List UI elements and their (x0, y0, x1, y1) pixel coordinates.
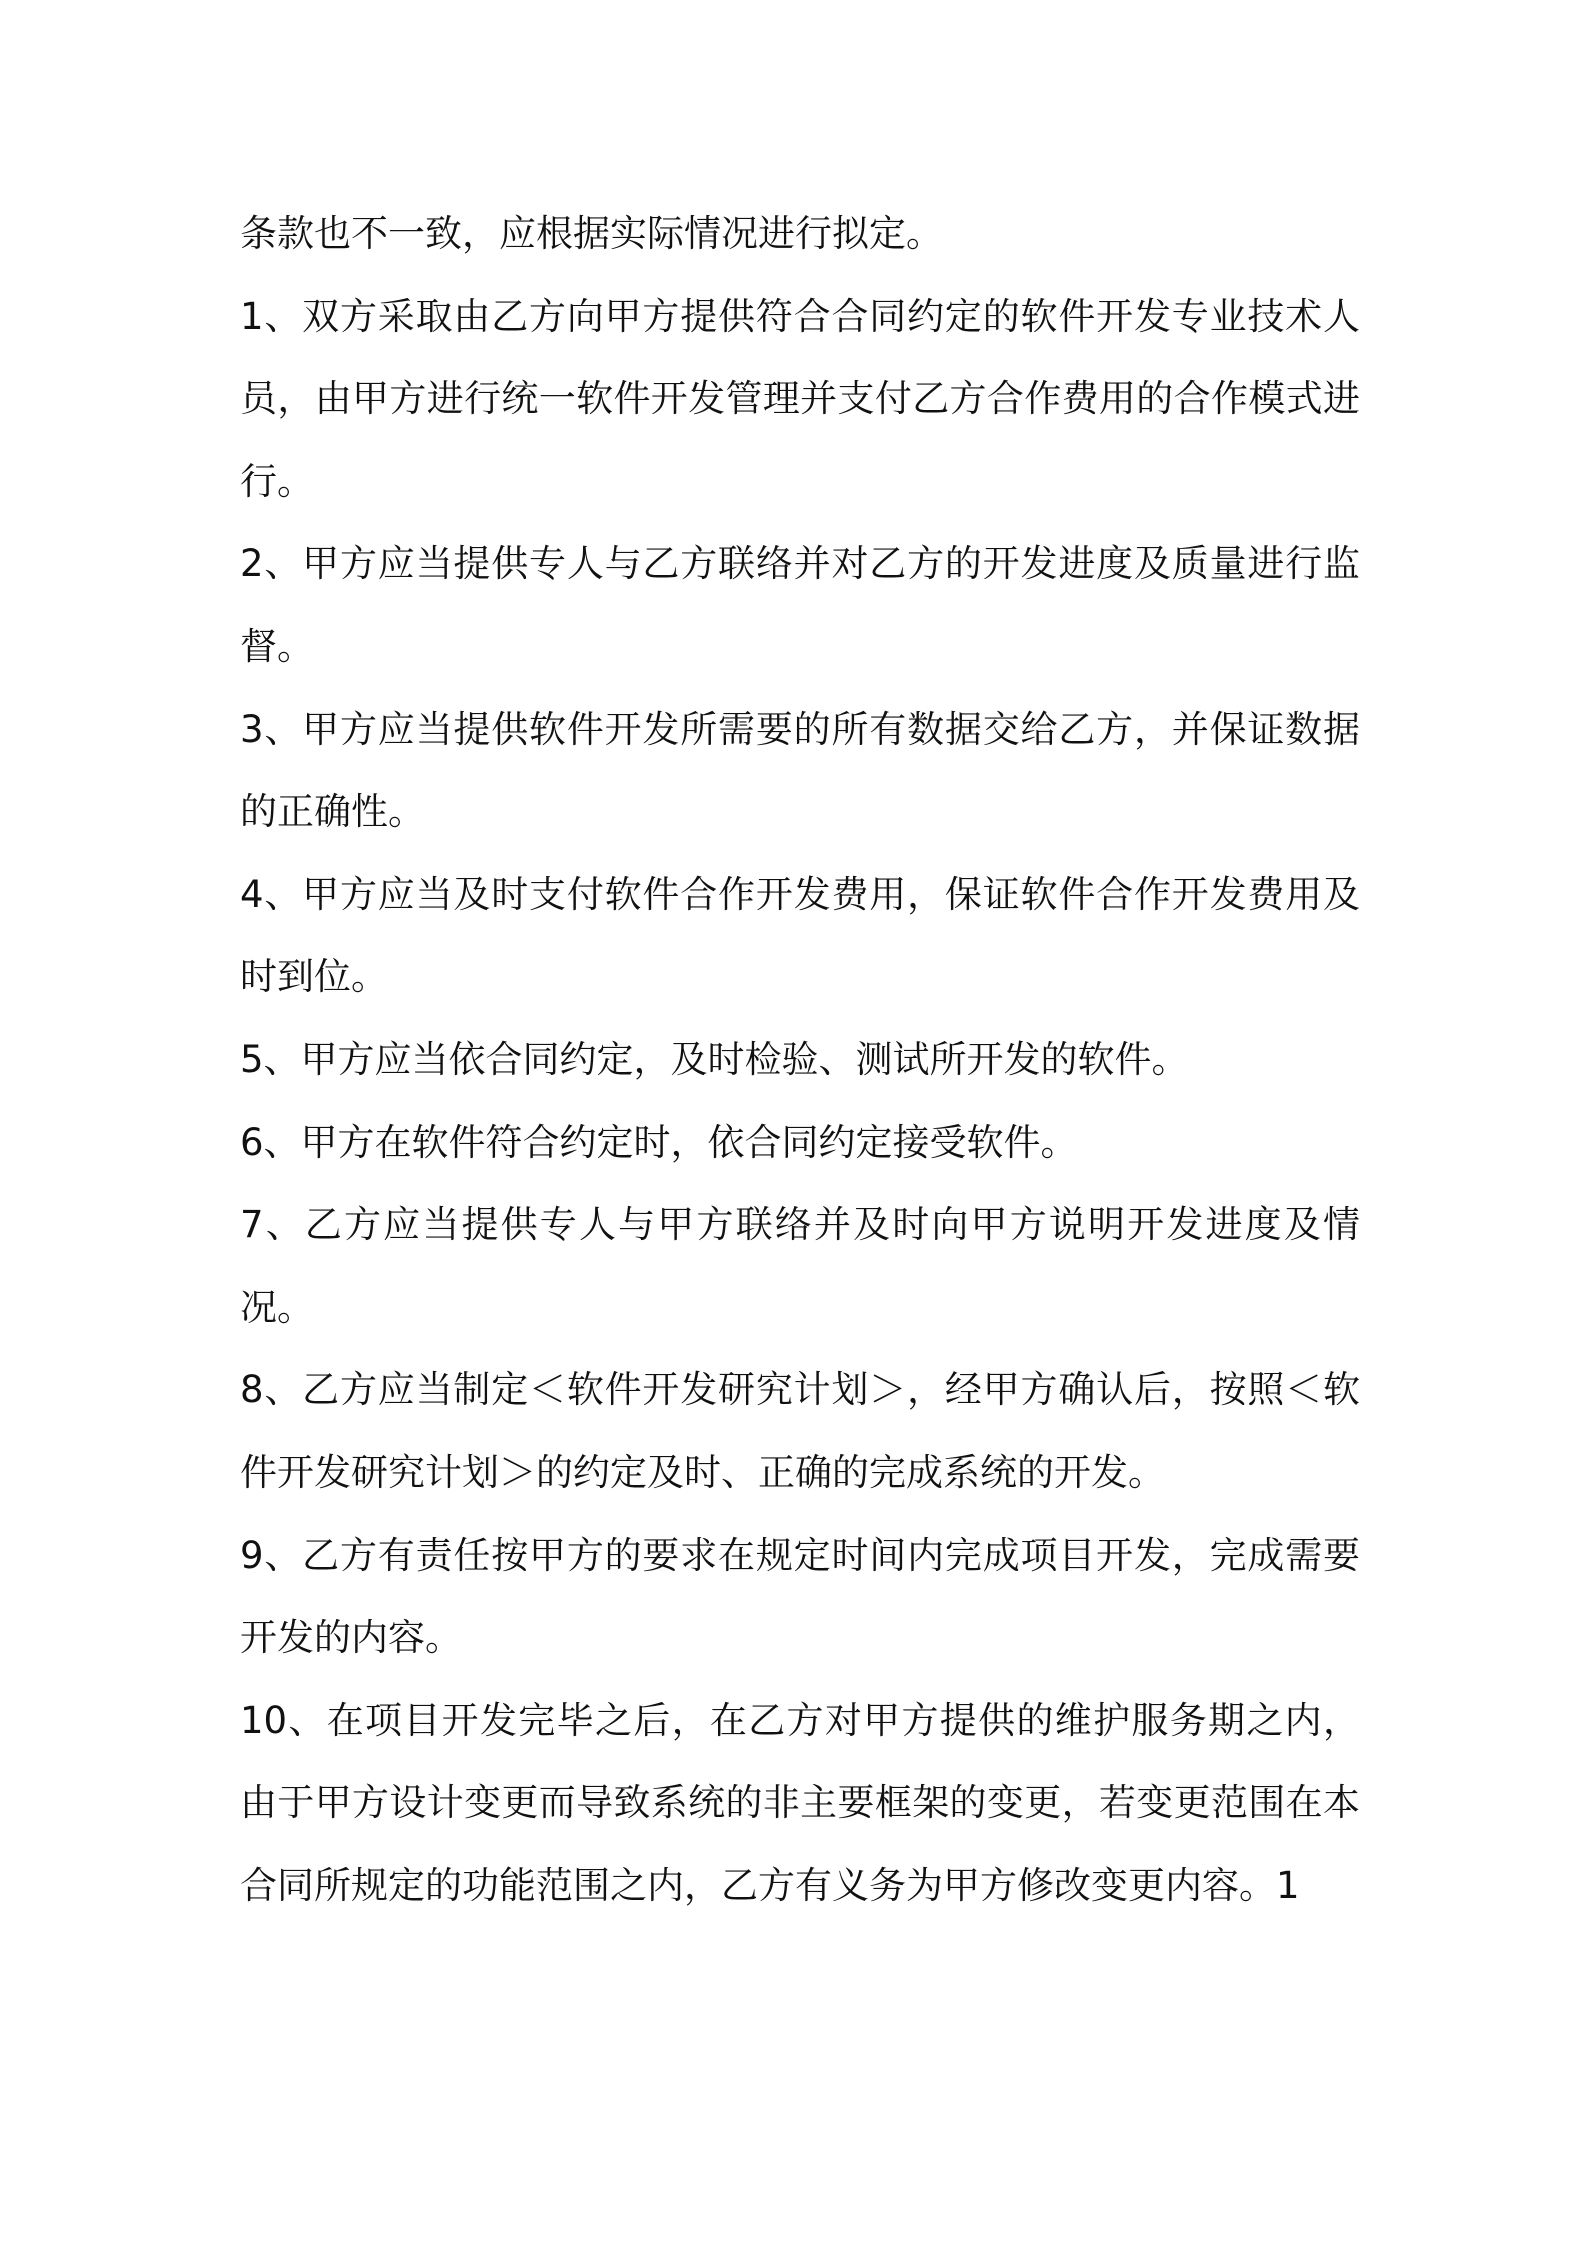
clause-7: 7、乙方应当提供专人与甲方联络并及时向甲方说明开发进度及情况。 (240, 1203, 1360, 1329)
paragraph-intro-continuation: 条款也不一致，应根据实际情况进行拟定。 (240, 212, 943, 255)
clause-8: 8、乙方应当制定＜软件开发研究计划＞，经甲方确认后，按照＜软件开发研究计划＞的约定及时、正确的完成系统的开发。 (240, 1368, 1360, 1494)
clause-10: 10、在项目开发完毕之后，在乙方对甲方提供的维护服务期之内，由于甲方设计变更而导致系统的非主要框架的变更，若变更范围在本合同所规定的功能范围之内，乙方有义务为甲方修改变更内容。1 (240, 1698, 1360, 1907)
clause-3: 3、甲方应当提供软件开发所需要的所有数据交给乙方，并保证数据的正确性。 (240, 707, 1360, 834)
clause-1: 1、双方采取由乙方向甲方提供符合合同约定的软件开发专业技术人员，由甲方进行统一软件开发管理并支付乙方合作费用的合作模式进行。 (240, 294, 1360, 503)
clause-6: 6、甲方在软件符合约定时，依合同约定接受软件。 (240, 1120, 1078, 1164)
clause-2: 2、甲方应当提供专人与乙方联络并对乙方的开发进度及质量进行监督。 (240, 542, 1360, 668)
clause-4: 4、甲方应当及时支付软件合作开发费用，保证软件合作开发费用及时到位。 (240, 872, 1360, 999)
clause-9: 9、乙方有责任按甲方的要求在规定时间内完成项目开发，完成需要开发的内容。 (240, 1533, 1360, 1660)
contract-clauses (240, 193, 1360, 1927)
clause-5: 5、甲方应当依合同约定，及时检验、测试所开发的软件。 (240, 1037, 1189, 1081)
